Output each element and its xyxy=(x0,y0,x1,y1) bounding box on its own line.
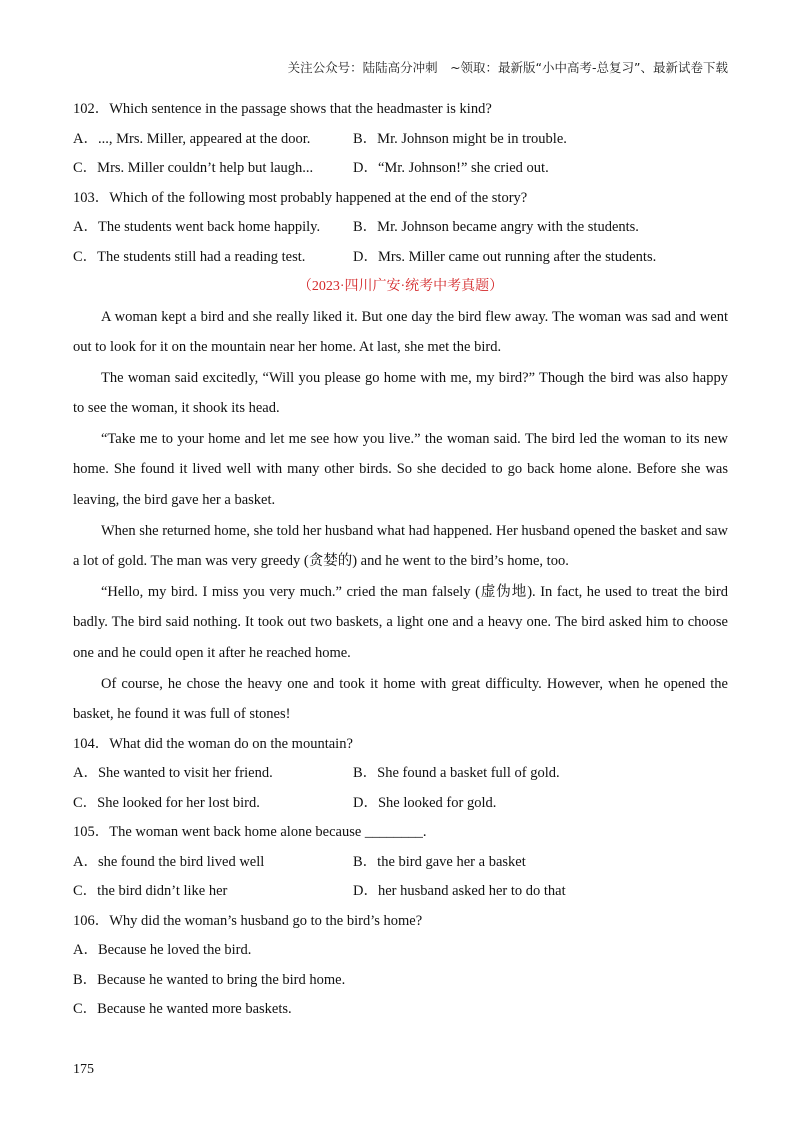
page-number: 175 xyxy=(73,1062,94,1077)
question-106-option-a: A．Because he loved the bird. xyxy=(73,942,252,959)
question-104-options-row-2 xyxy=(73,789,728,819)
question-102-option-b: B．Mr. Johnson might be in trouble. xyxy=(353,130,567,147)
question-104-option-d: D．She looked for gold. xyxy=(353,794,497,811)
question-103-option-d: D．Mrs. Miller came out running after the students. xyxy=(353,248,657,265)
question-103-stem: 103．Which of the following most probably happened at the end of the story? xyxy=(73,189,528,206)
question-102-options-row-2 xyxy=(73,154,728,184)
passage-paragraph: When she returned home, she told her husband what had happened. Her husband opened the basket and saw a lot of gold. The man was very greedy (贪婪的) and he went to the bird’s home, too. xyxy=(73,522,728,570)
question-103-options-row-1 xyxy=(73,213,728,243)
question-104-stem: 104．What did the woman do on the mountain? xyxy=(73,735,353,752)
question-104-option-c: C．She looked for her lost bird. xyxy=(73,794,260,811)
question-102-option-a: A．..., Mrs. Miller, appeared at the door. xyxy=(73,130,311,147)
question-104-options-row-1 xyxy=(73,759,728,789)
question-105-option-b: B．the bird gave her a basket xyxy=(353,853,526,870)
question-102-stem: 102．Which sentence in the passage shows that the headmaster is kind? xyxy=(73,101,492,117)
question-105-option-a: A．she found the bird lived well xyxy=(73,853,265,870)
question-103-option-b: B．Mr. Johnson became angry with the students. xyxy=(353,219,639,235)
passage-paragraph: The woman said excitedly, “Will you please go home with me, my bird?” Though the bird was also happy to see the woman, it shook its head. xyxy=(73,369,728,417)
question-103-options-row-2 xyxy=(73,243,728,273)
passage-paragraph: A woman kept a bird and she really liked it. But one day the bird flew away. The woman was sad and went out to look for it on the mountain near her home. At last, she met the bird. xyxy=(73,308,728,356)
question-106-option-b: B．Because he wanted to bring the bird home. xyxy=(73,971,346,988)
passage-paragraph: “Take me to your home and let me see how you live.” the woman said. The bird led the woman to its new home. She found it lived well with many other birds. So she decided to go back home alone. Before she was leaving, the bird gave her a basket. xyxy=(73,430,728,509)
question-103-option-a: A．The students went back home happily. xyxy=(73,219,321,235)
question-105-options-row-2 xyxy=(73,877,728,907)
page-content xyxy=(73,95,728,1025)
passage-paragraph: “Hello, my bird. I miss you very much.” cried the man falsely (虚伪地). In fact, he used to treat the bird badly. The bird said nothing. It took out two baskets, a light one and a heavy one. The bird asked him to choose one and he could open it after he reached home. xyxy=(73,583,728,662)
question-106-option-c: C．Because he wanted more baskets. xyxy=(73,1001,292,1018)
question-105-options-row-1 xyxy=(73,848,728,878)
question-102-options-row-1 xyxy=(73,125,728,155)
question-104-option-b: B．She found a basket full of gold. xyxy=(353,765,560,782)
question-102-option-c: C．Mrs. Miller couldn’t help but laugh... xyxy=(73,160,314,176)
page-header: 关注公众号：陆陆高分冲刺 ~领取：最新版“小中高考-总复习”、最新试卷下载 xyxy=(287,60,728,75)
question-105-option-c: C．the bird didn’t like her xyxy=(73,883,228,900)
question-105-stem: 105．The woman went back home alone because ________. xyxy=(73,824,427,841)
passage-paragraph: Of course, he chose the heavy one and took it home with great difficulty. However, when he opened the basket, he found it was full of stones! xyxy=(73,675,728,723)
question-103-option-c: C．The students still had a reading test. xyxy=(73,248,306,265)
question-102-option-d: D．“Mr. Johnson!” she cried out. xyxy=(353,160,549,176)
exam-source-label: （2023·四川广安·统考中考真题） xyxy=(297,279,504,294)
question-106-stem: 106．Why did the woman’s husband go to the bird’s home? xyxy=(73,912,423,929)
question-105-option-d: D．her husband asked her to do that xyxy=(353,883,566,900)
question-104-option-a: A．She wanted to visit her friend. xyxy=(73,765,273,782)
